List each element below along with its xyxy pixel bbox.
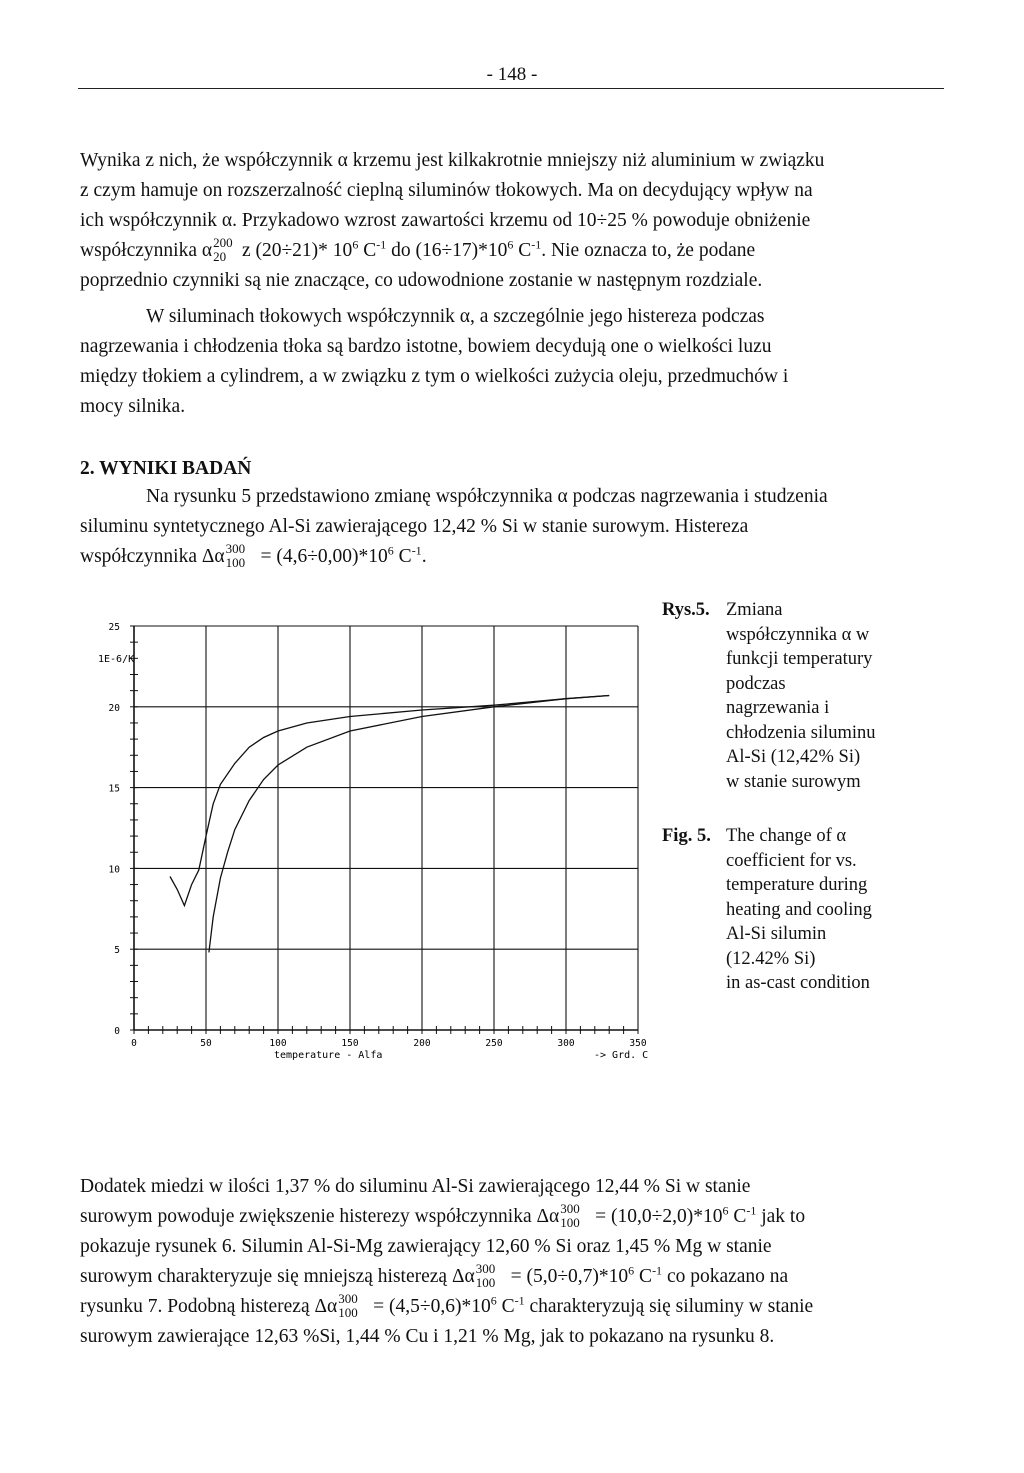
series-2-line <box>209 696 609 953</box>
p2-line1 <box>80 302 944 332</box>
x-axis-unit: -> Grd. C <box>594 1050 649 1061</box>
p2-line3: między tłokiem a cylindrem, a w związku z tym o wielkości zużycia oleju, przedmuchów i <box>80 366 789 387</box>
exponent: 6 <box>352 237 359 252</box>
caption-line: temperature during <box>726 875 868 895</box>
unit: C <box>634 1266 653 1287</box>
exponent: -1 <box>376 237 387 252</box>
unit: C <box>358 240 377 261</box>
caption-line: (12.42% Si) <box>726 948 816 969</box>
s-line1 <box>80 482 944 512</box>
p1-line4-d: do (16÷17)*10 <box>386 240 508 261</box>
exponent: 6 <box>507 237 514 252</box>
p3-line5 <box>80 1292 944 1322</box>
caption-line: Al-Si (12,42% Si) <box>726 747 861 767</box>
p3-line3: pokazuje rysunek 6. Silumin Al-Si-Mg zawierający 12,60 % Si oraz 1,45 % Mg w stanie <box>80 1236 772 1257</box>
unit: C <box>496 1296 515 1317</box>
p2-line4: mocy silnika. <box>80 396 186 417</box>
paragraph-3 <box>80 1172 944 1352</box>
header-rule <box>78 88 944 89</box>
p3-line2-a: surowym powoduje zwiększenie histerezy współczynnika Δα <box>80 1206 560 1227</box>
chart-svg <box>98 606 658 1066</box>
y-axis-label: 1E-6/K <box>98 654 135 665</box>
lower-limit: 20 <box>213 248 227 264</box>
p1-line3: ich współczynnik α. Przykadowo wzrost zawartości krzemu od 10÷25 % powoduje obniżenie <box>80 210 811 231</box>
series-1-line <box>170 696 609 906</box>
exponent: -1 <box>514 1293 525 1308</box>
exponent: 6 <box>387 543 394 558</box>
p1-line4-a: współczynnika α <box>80 240 213 261</box>
p3-line4-a: surowym charakteryzuje się mniejszą histerezą Δα <box>80 1266 475 1287</box>
y-tick-label: 5 <box>114 945 120 957</box>
x-tick-label: 0 <box>131 1038 137 1049</box>
s-line3-a: współczynnika Δα <box>80 546 225 567</box>
paragraph-1 <box>80 146 944 296</box>
exponent: -1 <box>746 1203 757 1218</box>
s-line3-d: . <box>421 546 427 567</box>
s-line2: siluminu syntetycznego Al-Si zawierającego 12,42 % Si w stanie surowym. Histereza <box>80 516 749 537</box>
unit: C <box>393 546 412 567</box>
x-tick-label: 350 <box>629 1038 647 1049</box>
p1-line5: poprzednio czynniki są nie znaczące, co udowodnione zostanie w następnym rozdziale. <box>80 270 763 291</box>
y-tick-label: 25 <box>108 622 120 633</box>
lower-limit: 100 <box>338 1304 358 1320</box>
exponent: 6 <box>490 1293 497 1308</box>
caption-line: heating and cooling <box>726 899 872 920</box>
caption-line: w stanie surowym <box>726 771 861 792</box>
p3-line4 <box>80 1262 944 1292</box>
lower-limit: 100 <box>560 1214 580 1230</box>
x-tick-label: 150 <box>341 1038 359 1049</box>
unit: C <box>728 1206 747 1227</box>
exponent: -1 <box>652 1263 663 1278</box>
x-tick-label: 250 <box>485 1038 503 1049</box>
y-tick-label: 0 <box>114 1026 120 1037</box>
x-axis-label: temperature - Alfa <box>274 1050 383 1061</box>
p3-line2 <box>80 1202 944 1232</box>
p3-line4-b: = (5,0÷0,7)*10 <box>505 1266 629 1287</box>
paragraph-2 <box>80 302 944 422</box>
caption-line: funkcji temperatury <box>726 649 873 669</box>
caption-pl-label: Rys.5. <box>662 600 710 620</box>
y-tick-label: 10 <box>108 864 120 876</box>
section-heading: 2. WYNIKI BADAŃ <box>80 458 252 479</box>
caption-line: Al-Si silumin <box>726 924 827 944</box>
p3-line5-b: = (4,5÷0,6)*10 <box>368 1296 491 1317</box>
caption-line: The change of α <box>726 826 847 846</box>
p3-line2-d: jak to <box>756 1206 806 1227</box>
page-number: - 148 - <box>486 64 538 85</box>
alpha-limits <box>213 234 235 265</box>
alpha-limits <box>225 540 254 571</box>
section-paragraph <box>80 482 944 572</box>
alpha-limits <box>560 1200 588 1231</box>
x-tick-label: 100 <box>269 1038 287 1049</box>
p3-line6: surowym zawierające 12,63 %Si, 1,44 % Cu i 1,21 % Mg, jak to pokazano na rysunku 8. <box>80 1326 775 1347</box>
s-line3 <box>80 542 944 572</box>
p2-line1-text: W siluminach tłokowych współczynnik α, a szczególnie jego histereza podczas <box>146 306 765 327</box>
alpha-limits <box>475 1260 504 1291</box>
p1-line4 <box>80 236 944 266</box>
caption-pl-body <box>726 598 926 794</box>
p1-line4-b: z (20÷21)* 10 <box>237 240 353 261</box>
x-tick-label: 200 <box>413 1038 431 1049</box>
unit: C <box>513 240 532 261</box>
alpha-limits <box>338 1290 366 1321</box>
exponent: 6 <box>628 1263 635 1278</box>
caption-line: Zmiana <box>726 600 783 620</box>
p2-line2: nagrzewania i chłodzenia tłoka są bardzo istotne, bowiem decydują one o wielkości luzu <box>80 336 772 357</box>
p3-line5-d: charakteryzują się siluminy w stanie <box>524 1296 814 1317</box>
x-tick-label: 300 <box>557 1038 575 1049</box>
p3-line2-b: = (10,0÷2,0)*10 <box>590 1206 723 1227</box>
s-line3-b: = (4,6÷0,00)*10 <box>255 546 388 567</box>
caption-line: coefficient for vs. <box>726 850 857 871</box>
caption-line: podczas <box>726 673 786 694</box>
upper-limit: 300 <box>338 1290 358 1306</box>
caption-line: nagrzewania i <box>726 698 830 718</box>
upper-limit: 300 <box>475 1260 496 1276</box>
upper-limit: 300 <box>560 1200 580 1216</box>
caption-en-body <box>726 824 926 996</box>
p1-line1: Wynika z nich, że współczynnik α krzemu jest kilkakrotnie mniejszy niż aluminium w związku <box>80 150 825 171</box>
p3-line1: Dodatek miedzi w ilości 1,37 % do siluminu Al-Si zawierającego 12,44 % Si w stanie <box>80 1176 751 1197</box>
figure-5-chart <box>98 606 658 1066</box>
exponent: -1 <box>411 543 422 558</box>
lower-limit: 100 <box>475 1274 496 1290</box>
exponent: -1 <box>531 237 542 252</box>
p1-line2: z czym hamuje on rozszerzalność cieplną siluminów tłokowych. Ma on decydujący wpływ na <box>80 180 813 201</box>
caption-line: chłodzenia siluminu <box>726 722 876 743</box>
caption-line: współczynnika α w <box>726 624 870 645</box>
y-tick-label: 15 <box>108 783 120 795</box>
caption-en-label: Fig. 5. <box>662 826 711 846</box>
upper-limit: 300 <box>225 540 246 556</box>
p3-line5-a: rysunku 7. Podobną histerezą Δα <box>80 1296 338 1317</box>
upper-limit: 200 <box>213 234 233 250</box>
x-tick-label: 50 <box>200 1038 212 1049</box>
s-line1-text: Na rysunku 5 przedstawiono zmianę współczynnika α podczas nagrzewania i studzenia <box>146 486 828 507</box>
caption-line: in as-cast condition <box>726 973 870 993</box>
y-tick-label: 20 <box>108 702 120 714</box>
p1-line4-f: . Nie oznacza to, że podane <box>541 240 756 261</box>
exponent: 6 <box>722 1203 729 1218</box>
p3-line4-d: co pokazano na <box>662 1266 789 1287</box>
lower-limit: 100 <box>225 554 246 570</box>
